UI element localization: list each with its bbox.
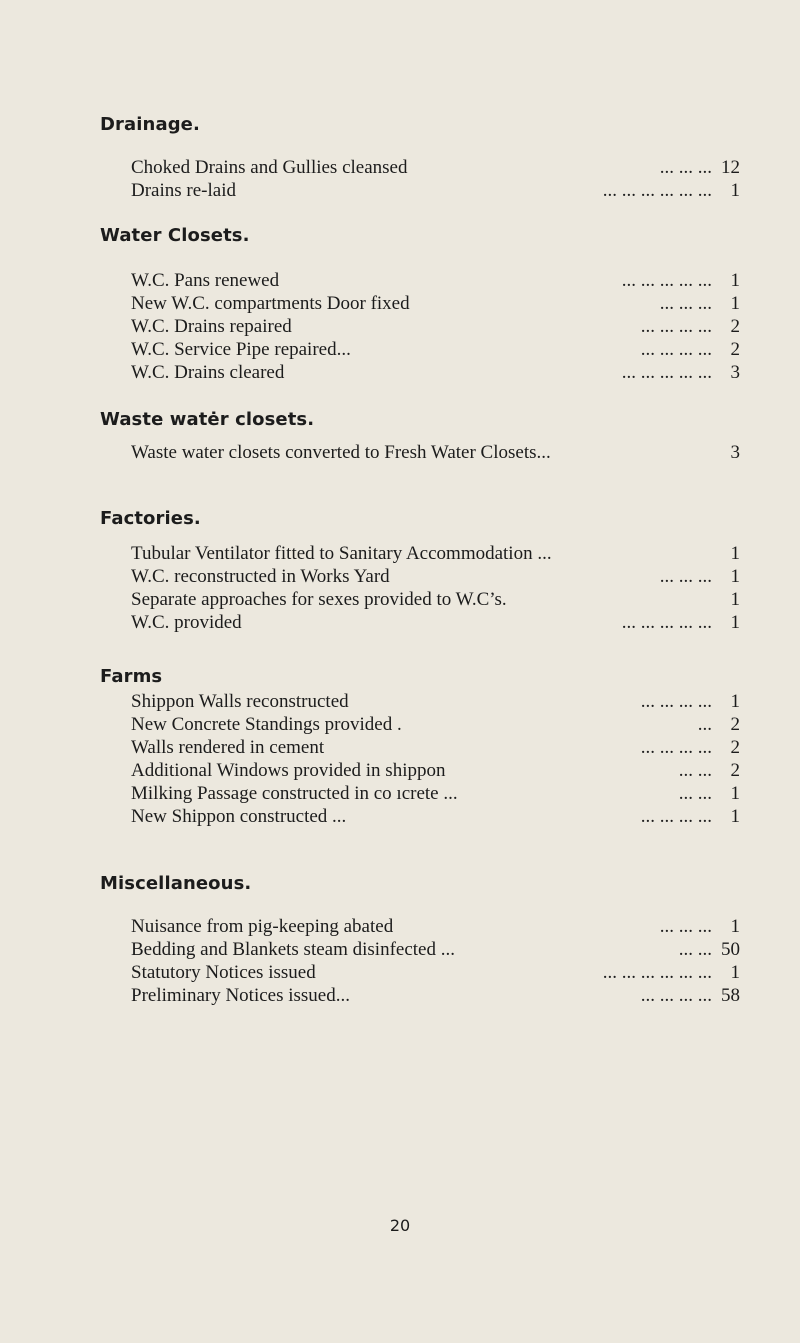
dot-leader: ... ... ... ... bbox=[640, 985, 712, 1006]
dot-leader: ... ... ... bbox=[659, 566, 712, 587]
item-label: Walls rendered in cement bbox=[131, 737, 325, 758]
list-item bbox=[100, 961, 740, 984]
list-item bbox=[100, 565, 740, 588]
item-count: 1 bbox=[730, 589, 740, 610]
section-heading: Farms bbox=[100, 666, 163, 687]
item-count: 12 bbox=[721, 157, 740, 178]
dot-leader: ... ... ... bbox=[659, 293, 712, 314]
list-item bbox=[100, 713, 740, 736]
dot-leader: ... bbox=[697, 714, 712, 735]
item-count: 1 bbox=[730, 916, 740, 937]
item-label: Tubular Ventilator fitted to Sanitary Accommodation ... bbox=[131, 543, 552, 564]
item-label: Separate approaches for sexes provided to W.C’s. bbox=[131, 589, 507, 610]
item-count: 2 bbox=[730, 316, 740, 337]
item-list bbox=[100, 915, 740, 1007]
section-drainage bbox=[100, 112, 740, 202]
item-count: 1 bbox=[730, 691, 740, 712]
item-label: New Shippon constructed ... bbox=[131, 806, 347, 827]
list-item bbox=[100, 611, 740, 634]
list-item bbox=[100, 805, 740, 828]
item-count: 2 bbox=[730, 714, 740, 735]
page-number: 20 bbox=[389, 1216, 411, 1235]
list-item bbox=[100, 292, 740, 315]
dot-leader: ... ... ... ... ... bbox=[621, 362, 712, 383]
section-heading: Miscellaneous. bbox=[100, 873, 252, 894]
item-label: W.C. Drains repaired bbox=[131, 316, 292, 337]
list-item bbox=[100, 361, 740, 384]
item-count: 58 bbox=[721, 985, 740, 1006]
item-label: Choked Drains and Gullies cleansed bbox=[131, 157, 408, 178]
list-item bbox=[100, 441, 740, 464]
item-label: Waste water closets converted to Fresh Water Closets... bbox=[131, 442, 551, 463]
item-count: 3 bbox=[730, 442, 740, 463]
item-count: 1 bbox=[730, 543, 740, 564]
section-heading: Water Closets. bbox=[100, 225, 250, 246]
list-item bbox=[100, 315, 740, 338]
list-item bbox=[100, 269, 740, 292]
item-list bbox=[100, 156, 740, 202]
list-item bbox=[100, 179, 740, 202]
item-list bbox=[100, 441, 740, 464]
list-item bbox=[100, 588, 740, 611]
dot-leader: ... ... ... ... bbox=[640, 691, 712, 712]
list-item bbox=[100, 915, 740, 938]
item-list bbox=[100, 269, 740, 384]
section-factories bbox=[100, 506, 740, 634]
dot-leader: ... ... bbox=[678, 760, 712, 781]
list-item bbox=[100, 938, 740, 961]
item-label: New W.C. compartments Door fixed bbox=[131, 293, 410, 314]
list-item bbox=[100, 736, 740, 759]
dot-leader: ... ... ... ... ... bbox=[621, 612, 712, 633]
dot-leader: ... ... ... ... bbox=[640, 737, 712, 758]
item-count: 1 bbox=[730, 783, 740, 804]
item-label: Nuisance from pig-keeping abated bbox=[131, 916, 394, 937]
item-label: Milking Passage constructed in co ıcrete ... bbox=[131, 783, 458, 804]
item-count: 1 bbox=[730, 270, 740, 291]
section-heading: Waste watėr closets. bbox=[100, 409, 315, 430]
dot-leader: ... ... ... ... ... ... bbox=[602, 180, 712, 201]
item-label: W.C. Pans renewed bbox=[131, 270, 280, 291]
dot-leader: ... ... bbox=[678, 783, 712, 804]
item-label: New Concrete Standings provided . bbox=[131, 714, 402, 735]
item-label: Drains re-laid bbox=[131, 180, 236, 201]
item-count: 2 bbox=[730, 760, 740, 781]
item-label: W.C. reconstructed in Works Yard bbox=[131, 566, 390, 587]
dot-leader: ... ... ... ... bbox=[640, 806, 712, 827]
item-count: 1 bbox=[730, 612, 740, 633]
item-label: Preliminary Notices issued... bbox=[131, 985, 350, 1006]
item-count: 50 bbox=[721, 939, 740, 960]
item-list bbox=[100, 542, 740, 634]
item-label: W.C. provided bbox=[131, 612, 242, 633]
item-label: Shippon Walls reconstructed bbox=[131, 691, 349, 712]
list-item bbox=[100, 338, 740, 361]
dot-leader: ... ... ... ... bbox=[640, 339, 712, 360]
item-count: 2 bbox=[730, 339, 740, 360]
section-farms bbox=[100, 664, 740, 828]
item-label: W.C. Drains cleared bbox=[131, 362, 285, 383]
section-heading: Factories. bbox=[100, 508, 201, 529]
list-item bbox=[100, 782, 740, 805]
dot-leader: ... ... bbox=[678, 939, 712, 960]
item-label: Additional Windows provided in shippon bbox=[131, 760, 446, 781]
dot-leader: ... ... ... bbox=[659, 157, 712, 178]
item-list bbox=[100, 690, 740, 828]
item-label: Bedding and Blankets steam disinfected ... bbox=[131, 939, 455, 960]
dot-leader: ... ... ... ... ... bbox=[621, 270, 712, 291]
dot-leader: ... ... ... ... bbox=[640, 316, 712, 337]
list-item bbox=[100, 542, 740, 565]
section-miscellaneous bbox=[100, 871, 740, 1007]
list-item bbox=[100, 984, 740, 1007]
dot-leader: ... ... ... bbox=[659, 916, 712, 937]
list-item bbox=[100, 759, 740, 782]
list-item bbox=[100, 156, 740, 179]
item-count: 1 bbox=[730, 806, 740, 827]
item-count: 2 bbox=[730, 737, 740, 758]
item-count: 3 bbox=[730, 362, 740, 383]
item-count: 1 bbox=[730, 180, 740, 201]
item-label: Statutory Notices issued bbox=[131, 962, 316, 983]
section-heading: Drainage. bbox=[100, 114, 200, 135]
section-waste-water-closets bbox=[100, 407, 740, 464]
section-water-closets bbox=[100, 223, 740, 384]
list-item bbox=[100, 690, 740, 713]
dot-leader: ... ... ... ... ... ... bbox=[602, 962, 712, 983]
item-label: W.C. Service Pipe repaired... bbox=[131, 339, 351, 360]
item-count: 1 bbox=[730, 293, 740, 314]
item-count: 1 bbox=[730, 566, 740, 587]
item-count: 1 bbox=[730, 962, 740, 983]
